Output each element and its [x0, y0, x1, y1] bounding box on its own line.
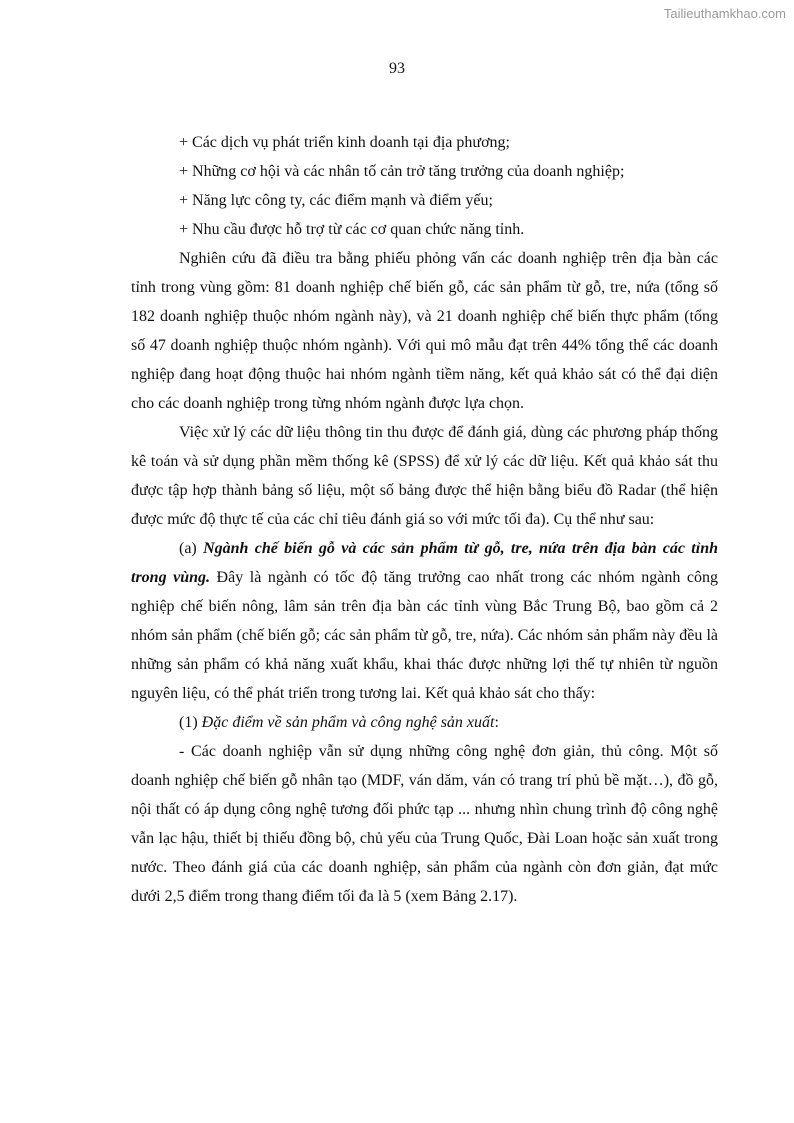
bullet-item: + Các dịch vụ phát triển kinh doanh tại địa phương; — [179, 134, 510, 151]
subsection-1-prefix: (1) — [179, 714, 202, 731]
bullet-item: + Những cơ hội và các nhân tố cản trở tăng trưởng của doanh nghiệp; — [179, 163, 625, 180]
bullet-item: + Năng lực công ty, các điểm mạnh và điểm yếu; — [179, 192, 493, 209]
page-number: 93 — [389, 60, 405, 77]
section-a-prefix: (a) — [179, 540, 204, 557]
bullet-item: + Nhu cầu được hỗ trợ từ các cơ quan chức năng tỉnh. — [179, 221, 525, 238]
section-a-body: Đây là ngành có tốc độ tăng trưởng cao nhất trong các nhóm ngành công nghiệp chế biến nông, lâm sản trên địa bàn các tỉnh vùng Bắc Trung Bộ, bao gồm cả 2 nhóm sản phẩm (chế biến gỗ; các sản phẩm từ gỗ, tre, nứa). Các nhóm sản phẩm này đều là những sản phẩm có khả năng xuất khẩu, khai thác được những lợi thế tự nhiên từ nguồn nguyên liệu, có thể phát triển trong tương lai. Kết quả khảo sát cho thấy: — [131, 569, 718, 702]
document-body — [131, 128, 718, 911]
section-a-heading: Ngành chế biến gỗ và các sản phẩm từ gỗ, tre, nứa trên địa bàn các tỉnh trong vùng. — [131, 540, 718, 586]
section-a-paragraph — [131, 534, 718, 708]
subsection-1-heading — [131, 708, 718, 737]
paragraph-survey: Nghiên cứu đã điều tra bằng phiếu phỏng vấn các doanh nghiệp trên địa bàn các tỉnh trong vùng gồm: 81 doanh nghiệp chế biến gỗ, các sản phẩm từ gỗ, tre, nứa (tổng số 182 doanh nghiệp thuộc nhóm ngành này), và 21 doanh nghiệp chế biến thực phẩm (tổng số 47 doanh nghiệp thuộc nhóm ngành). Với qui mô mẫu đạt trên 44% tổng thể các doanh nghiệp đang hoạt động thuộc hai nhóm ngành tiềm năng, kết quả khảo sát có thể đại diện cho các doanh nghiệp trong từng nhóm ngành được lựa chọn. — [131, 250, 718, 412]
subsection-1-title: Đặc điểm về sản phẩm và công nghệ sản xuất — [201, 714, 495, 731]
paragraph-processing: Việc xử lý các dữ liệu thông tin thu được để đánh giá, dùng các phương pháp thống kê toán và sử dụng phần mềm thống kê (SPSS) để xử lý các dữ liệu. Kết quả khảo sát thu được tập hợp thành bảng số liệu, một số bảng được thể hiện bằng biểu đồ Radar (thể hiện được mức độ thực tế của các chỉ tiêu đánh giá so với mức tối đa). Cụ thể như sau: — [131, 424, 718, 528]
paragraph-technology: - Các doanh nghiệp vẫn sử dụng những công nghệ đơn giản, thủ công. Một số doanh nghiệp chế biến gỗ nhân tạo (MDF, ván dăm, ván có trang trí phủ bề mặt…), đồ gỗ, nội thất có áp dụng công nghệ tương đối phức tạp ... nhưng nhìn chung trình độ công nghệ vẫn lạc hậu, thiết bị thiếu đồng bộ, chủ yếu của Trung Quốc, Đài Loan hoặc sản xuất trong nước. Theo đánh giá của các doanh nghiệp, sản phẩm của ngành còn đơn giản, đạt mức dưới 2,5 điểm trong thang điểm tối đa là 5 (xem Bảng 2.17). — [131, 743, 718, 905]
watermark: Tailieuthamkhao.com — [663, 6, 786, 21]
subsection-1-suffix: : — [494, 714, 499, 731]
